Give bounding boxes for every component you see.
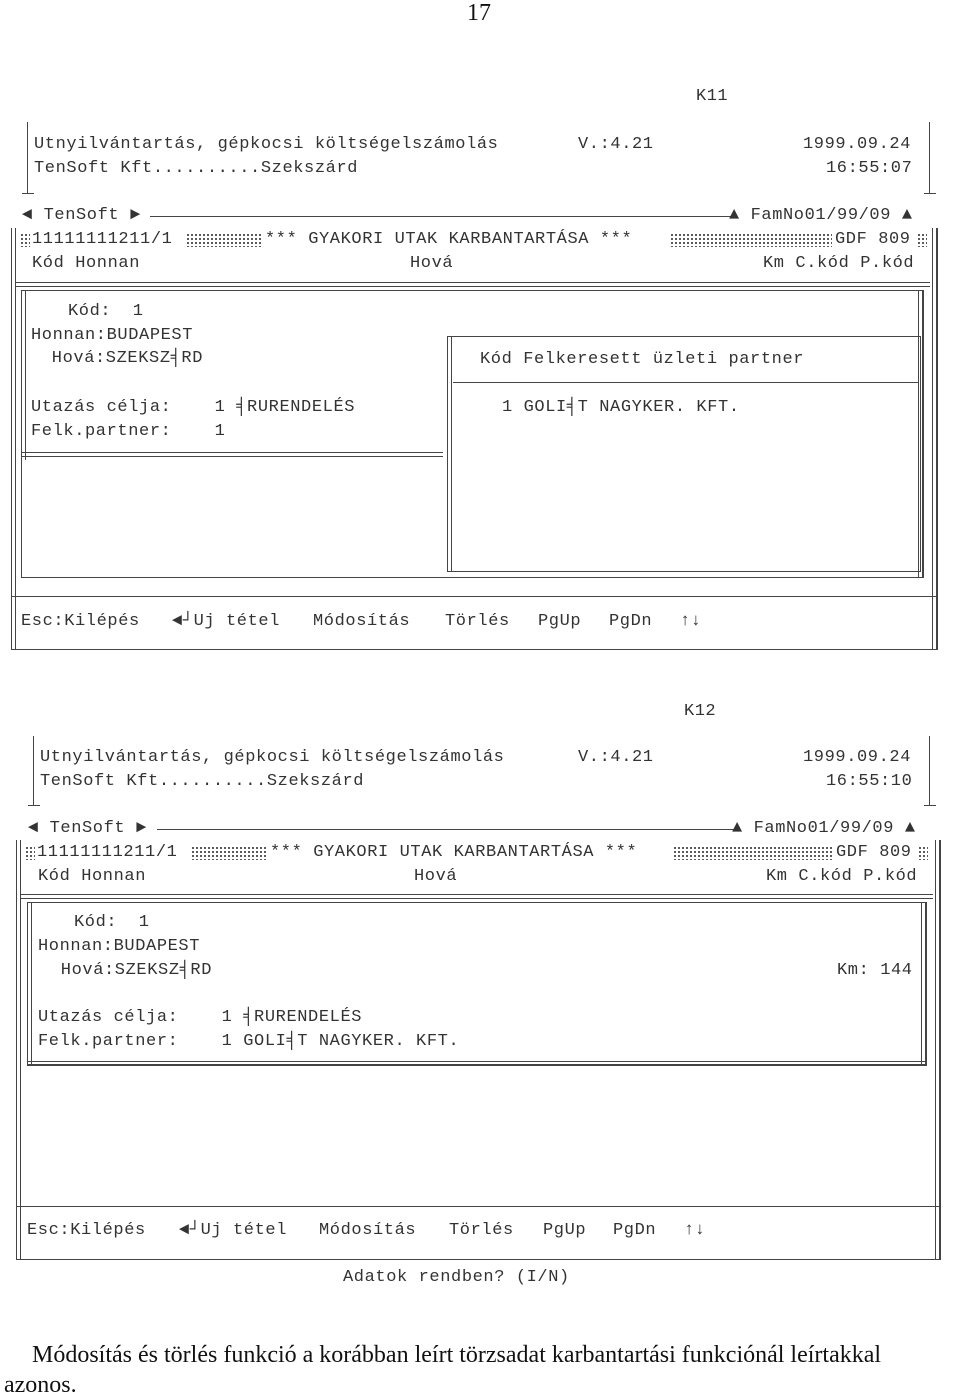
col-km-ckod-pkod: Km C.kód P.kód: [763, 254, 915, 273]
section-title: *** GYAKORI UTAK KARBANTARTÁSA ***: [270, 843, 638, 862]
main-frame-double-right: [932, 228, 937, 650]
col-hova: Hová: [414, 867, 458, 886]
felk-partner-field[interactable]: Felk.partner: 1: [31, 422, 226, 441]
col-kod-honnan: Kód Honnan: [38, 867, 147, 886]
header-separator: [16, 282, 930, 287]
gdf-code: GDF 809: [835, 230, 911, 249]
pgup-key[interactable]: PgUp: [538, 612, 582, 631]
page-number: 17: [467, 0, 491, 26]
km-field: Km: 144: [837, 961, 913, 980]
date: 1999.09.24: [803, 748, 912, 767]
popup-header-rule: [453, 382, 919, 383]
delete-key[interactable]: Törlés: [445, 612, 510, 631]
honnan-field: Honnan:BUDAPEST: [38, 937, 201, 956]
header-frame-left: [27, 122, 28, 194]
partner-list-item[interactable]: 1 GOLI╡T NAGYKER. KFT.: [502, 398, 740, 417]
modify-key[interactable]: Módosítás: [319, 1221, 417, 1240]
footer-rule: [11, 596, 938, 597]
kod-field: Kód: 1: [74, 913, 150, 932]
pgup-key[interactable]: PgUp: [543, 1221, 587, 1240]
arrow-keys-icon[interactable]: ↑↓: [680, 612, 702, 631]
screen-code: K12: [684, 702, 717, 721]
screen-code: K11: [696, 87, 729, 106]
col-kod-honnan: Kód Honnan: [32, 254, 141, 273]
hova-field: Hová:SZEKSZ╡RD: [50, 961, 213, 980]
company: TenSoft Kft..........Szekszárd: [40, 772, 365, 791]
esc-exit-key[interactable]: Esc:Kilépés: [21, 612, 140, 631]
header-foot-left: [22, 193, 34, 194]
version: V.:4.21: [578, 748, 654, 767]
honnan-field: Honnan:BUDAPEST: [31, 326, 194, 345]
company: TenSoft Kft..........Szekszárd: [34, 159, 359, 178]
detail-bottom-rule: [21, 452, 443, 457]
nav-rule: [150, 216, 732, 217]
version: V.:4.21: [578, 135, 654, 154]
main-frame-double-left: [11, 228, 16, 650]
tensoft-nav[interactable]: ◄ TenSoft ►: [28, 819, 147, 838]
tensoft-nav[interactable]: ◄ TenSoft ►: [22, 206, 141, 225]
new-item-key[interactable]: ◄┘Uj tétel: [179, 1221, 288, 1240]
record-id: 11111111211/1: [32, 230, 173, 249]
pgdn-key[interactable]: PgDn: [613, 1221, 657, 1240]
gdf-code: GDF 809: [836, 843, 912, 862]
felk-partner-field: Felk.partner: 1 GOLI╡T NAGYKER. KFT.: [38, 1032, 460, 1051]
record-id: 11111111211/1: [37, 843, 178, 862]
col-hova: Hová: [410, 254, 454, 273]
hova-field: Hová:SZEKSZ╡RD: [41, 349, 204, 368]
utazas-celja-field: Utazás célja: 1 ╡RURENDELÉS: [31, 398, 356, 417]
delete-key[interactable]: Törlés: [449, 1221, 514, 1240]
esc-exit-key[interactable]: Esc:Kilépés: [27, 1221, 146, 1240]
kod-field: Kód: 1: [68, 302, 144, 321]
partner-popup: [447, 336, 921, 572]
app-title: Utnyilvántartás, gépkocsi költségelszámolás: [40, 748, 505, 767]
popup-header: Kód Felkeresett üzleti partner: [480, 350, 805, 369]
arrow-keys-icon[interactable]: ↑↓: [684, 1221, 706, 1240]
header-frame-right: [929, 122, 930, 194]
app-title: Utnyilvántartás, gépkocsi költségelszámolás: [34, 135, 499, 154]
famno: ▲ FamNo01/99/09 ▲: [732, 819, 916, 838]
confirm-prompt[interactable]: Adatok rendben? (I/N): [343, 1268, 570, 1287]
utazas-celja-field: Utazás célja: 1 ╡RURENDELÉS: [38, 1008, 363, 1027]
section-title: *** GYAKORI UTAK KARBANTARTÁSA ***: [265, 230, 633, 249]
new-item-key[interactable]: ◄┘Uj tétel: [172, 612, 281, 631]
caption: Módosítás és törlés funkció a korábban leírt törzsadat karbantartási funkciónál leírtakkal azonos.: [4, 1342, 882, 1398]
pgdn-key[interactable]: PgDn: [609, 612, 653, 631]
modify-key[interactable]: Módosítás: [313, 612, 411, 631]
time: 16:55:07: [826, 159, 913, 178]
col-km-ckod-pkod: Km C.kód P.kód: [766, 867, 918, 886]
date: 1999.09.24: [803, 135, 912, 154]
header-foot-right: [924, 193, 936, 194]
famno: ▲ FamNo01/99/09 ▲: [729, 206, 913, 225]
time: 16:55:10: [826, 772, 913, 791]
